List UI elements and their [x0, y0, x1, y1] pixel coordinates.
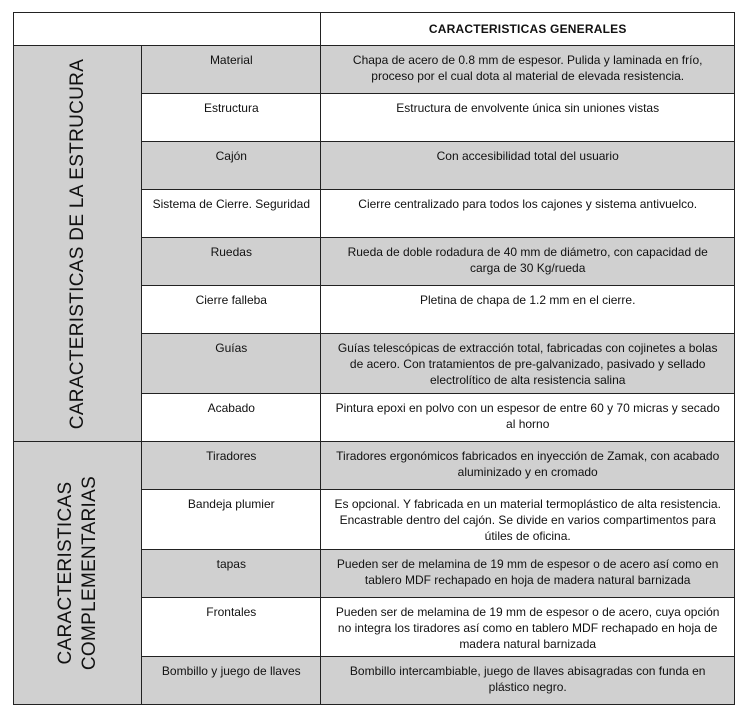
section-complementary-label [14, 442, 142, 705]
section-title: CARACTERISTICAS DE LA ESTRUCURA [66, 58, 88, 429]
row-value: Guías telescópicas de extracción total, fabricadas con cojinetes a bolas de acero. Con tratamientos de pre-galvanizado, pasivado y sellado electrolítico de alta resistencia salina [321, 334, 735, 394]
row-label: Estructura [142, 94, 321, 142]
row-value: Tiradores ergonómicos fabricados en inyección de Zamak, con acabado aluminizado y en cromado [321, 442, 735, 490]
row-value: Es opcional. Y fabricada en un material termoplástico de alta resistencia. Encastrable dentro del cajón. Se divide en varios compartimentos para útiles de oficina. [321, 490, 735, 550]
row-label: Cierre falleba [142, 286, 321, 334]
section-title-line1: CARACTERISTICAS [54, 481, 76, 665]
header-title: CARACTERISTICAS GENERALES [321, 13, 735, 46]
row-label: Tiradores [142, 442, 321, 490]
spec-table [13, 12, 735, 705]
row-label: Bombillo y juego de llaves [142, 657, 321, 705]
row-value: Pueden ser de melamina de 19 mm de espesor o de acero, cuya opción no integra los tiradores así como en tablero MDF rechapado en hoja de madera natural barnizada [321, 598, 735, 657]
table-row [14, 46, 735, 94]
row-label: Material [142, 46, 321, 94]
section-structure-label [14, 46, 142, 442]
row-label: Sistema de Cierre. Seguridad [142, 190, 321, 238]
row-value: Pintura epoxi en polvo con un espesor de entre 60 y 70 micras y secado al horno [321, 394, 735, 442]
row-value: Bombillo intercambiable, juego de llaves abisagradas con funda en plástico negro. [321, 657, 735, 705]
row-value: Pueden ser de melamina de 19 mm de espesor o de acero así como en tablero MDF rechapado en hoja de madera natural barnizada [321, 550, 735, 598]
section-title-line2: COMPLEMENTARIAS [78, 475, 100, 671]
row-label: tapas [142, 550, 321, 598]
row-value: Pletina de chapa de 1.2 mm en el cierre. [321, 286, 735, 334]
row-label: Guías [142, 334, 321, 394]
row-value: Con accesibilidad total del usuario [321, 142, 735, 190]
row-value: Chapa de acero de 0.8 mm de espesor. Pulida y laminada en frío, proceso por el cual dota al material de elevada resistencia. [321, 46, 735, 94]
row-label: Cajón [142, 142, 321, 190]
row-value: Rueda de doble rodadura de 40 mm de diámetro, con capacidad de carga de 30 Kg/rueda [321, 238, 735, 286]
header-blank-cell [14, 13, 321, 46]
header-row [14, 13, 735, 46]
table-row [14, 442, 735, 490]
row-label: Acabado [142, 394, 321, 442]
row-value: Estructura de envolvente única sin uniones vistas [321, 94, 735, 142]
row-label: Ruedas [142, 238, 321, 286]
row-value: Cierre centralizado para todos los cajones y sistema antivuelco. [321, 190, 735, 238]
row-label: Bandeja plumier [142, 490, 321, 550]
row-label: Frontales [142, 598, 321, 657]
